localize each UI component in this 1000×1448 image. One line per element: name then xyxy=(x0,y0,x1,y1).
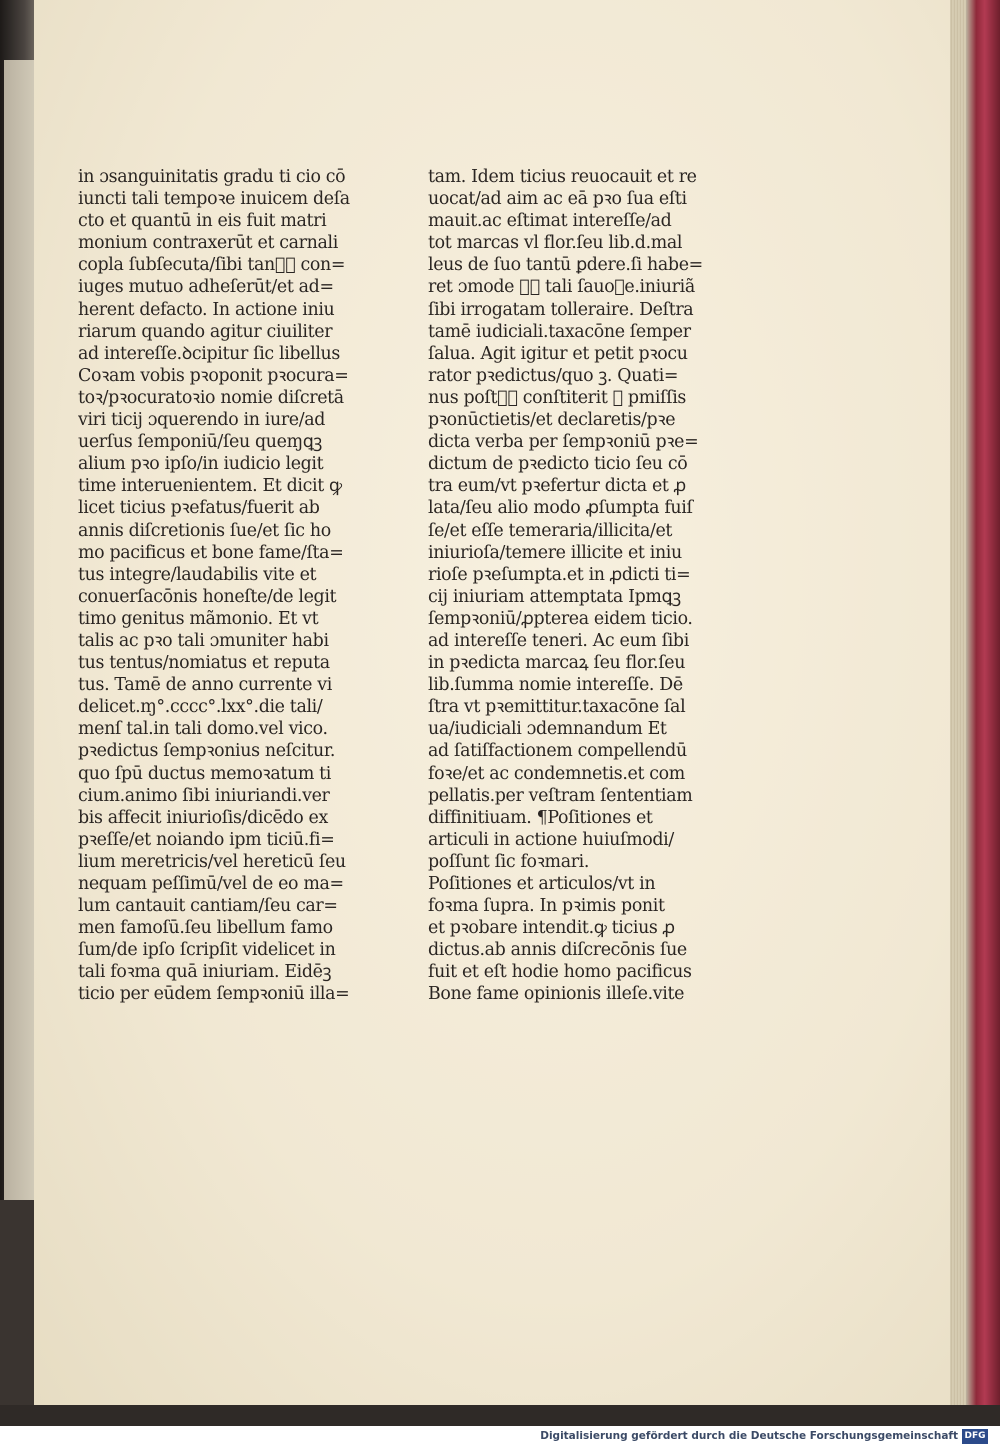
dfg-logo: DFG xyxy=(962,1429,988,1444)
text-line: diffinitiuam. ¶Poſitiones et xyxy=(428,807,653,828)
text-line: viri ticij ɔquerendo in iure/ad xyxy=(78,410,326,431)
text-line: ad ſatiſfactionem compellendū xyxy=(428,741,687,762)
text-line: monium contraxerūt et carnali xyxy=(78,233,338,254)
text-line: nequam peſſimū/vel de eo ma= xyxy=(78,874,344,894)
text-line: pꝛedictus ſempꝛonius neſcitur. xyxy=(78,741,336,762)
text-line: cij iniuriam attemptata Ipmꝗꝫ xyxy=(428,586,681,607)
book-cover-edge xyxy=(966,0,1000,1426)
text-line: ret ɔmode ꝗ᷑ tali ſauoꝛe.iniuriã xyxy=(428,277,695,298)
text-line: men famoſū.ſeu libellum famo xyxy=(78,918,333,939)
text-line: tali foꝛma quā iniuriam. Eidēꝫ xyxy=(78,962,332,983)
text-line: pꝛonūctietis/et declaretis/pꝛe xyxy=(428,410,676,431)
text-line: tot marcas vl flor.ſeu lib.d.mal xyxy=(428,233,683,254)
scan-bottom-shadow xyxy=(0,1405,1000,1426)
text-line: poſſunt ſic foꝛmari. xyxy=(428,851,590,872)
text-line: riarum quando agitur ciuiliter xyxy=(78,321,333,342)
text-line: leus de ſuo tantū ꝑdere.ſi habe= xyxy=(428,255,703,276)
text-line: quo ſpū ductus memoꝛatum ti xyxy=(78,763,332,784)
text-line: nus poſtꝗ᷑ conſtiterit ꝺ pmiſſis xyxy=(428,387,687,408)
text-line: in ɔsanguinitatis gradu ti cio cō xyxy=(78,167,346,187)
text-line: talis ac pꝛo tali ɔmuniter habi xyxy=(78,630,329,651)
text-line: ſum/de ipſo ſcripſit videlicet in xyxy=(78,940,336,961)
text-line: rioſe pꝛeſumpta.et in ꝓdicti ti= xyxy=(428,564,691,585)
text-line: annis diſcretionis ſue/et ſic ho xyxy=(78,520,331,541)
text-line: fuit et eſt hodie homo pacificus xyxy=(428,962,692,983)
text-line: mauit.ac eſtimat intereſſe/ad xyxy=(428,211,672,232)
text-line: tus integre/laudabilis vite et xyxy=(78,564,317,585)
text-column-right xyxy=(428,166,718,1006)
text-line: Poſitiones et articulos/vt in xyxy=(428,874,656,894)
text-line: foꝛe/et ac condemnetis.et com xyxy=(428,763,685,784)
text-line: mo pacificus et bone fame/ſta= xyxy=(78,542,344,563)
text-line: lib.ſumma nomie intereſſe. Dē xyxy=(428,675,683,696)
text-line: timo genitus mãmonio. Et vt xyxy=(78,608,319,629)
text-line: iuges mutuo adheſerūt/et ad= xyxy=(78,277,334,298)
text-line: ticio per eūdem ſempꝛoniū illa= xyxy=(78,984,350,1005)
text-line: iniurioſa/temere illicite et iniu xyxy=(428,542,682,563)
text-line: dictum de pꝛedicto ticio ſeu cō xyxy=(428,454,688,475)
text-line: ad intereſſe.ꝺcipitur ſic libellus xyxy=(78,343,340,364)
footer-credit: Digitalisierung gefördert durch die Deutsche Forschungsgemeinschaft xyxy=(540,1430,958,1442)
text-line: articuli in actione huiuſmodi/ xyxy=(428,829,674,850)
text-line: copla ſubſecuta/ſibi tanꝗ᷑ con= xyxy=(78,255,346,276)
text-line: tus. Tamē de anno currente vi xyxy=(78,675,332,696)
text-column-left xyxy=(78,166,368,1006)
text-line: ua/iudiciali ɔdemnandum Et xyxy=(428,719,667,740)
text-line: tam. Idem ticius reuocauit et re xyxy=(428,167,697,187)
text-line: ſempꝛoniū/ꝓpterea eidem ticio. xyxy=(428,608,693,629)
text-line: tamē iudiciali.taxacōne ſemper xyxy=(428,321,691,342)
text-line: in pꝛedicta marcaꝝ ſeu flor.ſeu xyxy=(428,653,686,674)
text-line: licet ticius pꝛefatus/fuerit ab xyxy=(78,498,320,519)
text-line: ſe/et eſſe temeraria/illicita/et xyxy=(428,520,673,541)
text-line: dictus.ab annis diſcrecōnis ſue xyxy=(428,940,687,961)
text-line: cto et quantū in eis fuit matri xyxy=(78,211,327,232)
text-line: menſ tal.in tali domo.vel vico. xyxy=(78,719,328,740)
text-line: dicta verba per ſempꝛoniū pꝛe= xyxy=(428,432,699,453)
footer-bar xyxy=(0,1426,1000,1448)
text-line: pellatis.per veſtram ſententiam xyxy=(428,785,693,806)
text-line: et pꝛobare intendit.ꝙ ticius ꝓ xyxy=(428,918,675,939)
text-line: foꝛma ſupra. In pꝛimis ponit xyxy=(428,896,665,917)
text-line: tra eum/vt pꝛefertur dicta et ꝓ xyxy=(428,476,686,497)
text-line: Coꝛam vobis pꝛoponit pꝛocura= xyxy=(78,365,349,386)
text-line: rator pꝛedictus/quo ꝫ. Quati= xyxy=(428,365,679,386)
text-line: uocat/ad aim ac eā pꝛo ſua eſti xyxy=(428,189,687,210)
text-line: ſalua. Agit igitur et petit pꝛocu xyxy=(428,343,688,364)
text-line: time interuenientem. Et dicit ꝙ xyxy=(78,476,342,497)
text-line: iuncti tali tempoꝛe inuicem deſa xyxy=(78,189,350,210)
text-line: tus tentus/nomiatus et reputa xyxy=(78,653,330,674)
text-line: bis affecit iniurioſis/dicēdo ex xyxy=(78,807,328,828)
text-line: uerſus ſemponiū/ſeu queɱꝗꝫ xyxy=(78,432,322,453)
text-line: alium pꝛo ipſo/in iudicio legit xyxy=(78,454,324,475)
text-line: lum cantauit cantiam/ſeu car= xyxy=(78,896,338,917)
text-line: ſibi irrogatam tolleraire. Deſtra xyxy=(428,299,694,320)
text-line: lium meretricis/vel hereticū ſeu xyxy=(78,851,346,872)
text-line: Bone fame opinionis illeſe.vite xyxy=(428,984,685,1005)
text-line: ad intereſſe teneri. Ac eum ſibi xyxy=(428,630,689,651)
text-line: conuerſacōnis honeſte/de legit xyxy=(78,586,337,607)
text-line: ſtra vt pꝛemittitur.taxacōne ſal xyxy=(428,697,686,718)
text-line: herent defacto. In actione iniu xyxy=(78,299,335,320)
text-line: pꝛeſſe/et noiando ipm ticiū.fi= xyxy=(78,829,335,850)
text-line: toꝛ/pꝛocuratoꝛio nomie diſcretā xyxy=(78,387,344,408)
text-line: delicet.ɱ°.cccc°.lxx°.die tali/ xyxy=(78,697,323,718)
text-line: cium.animo ſibi iniuriandi.ver xyxy=(78,785,330,806)
text-line: lata/ſeu alio modo ꝓſumpta fuiſ xyxy=(428,498,693,519)
